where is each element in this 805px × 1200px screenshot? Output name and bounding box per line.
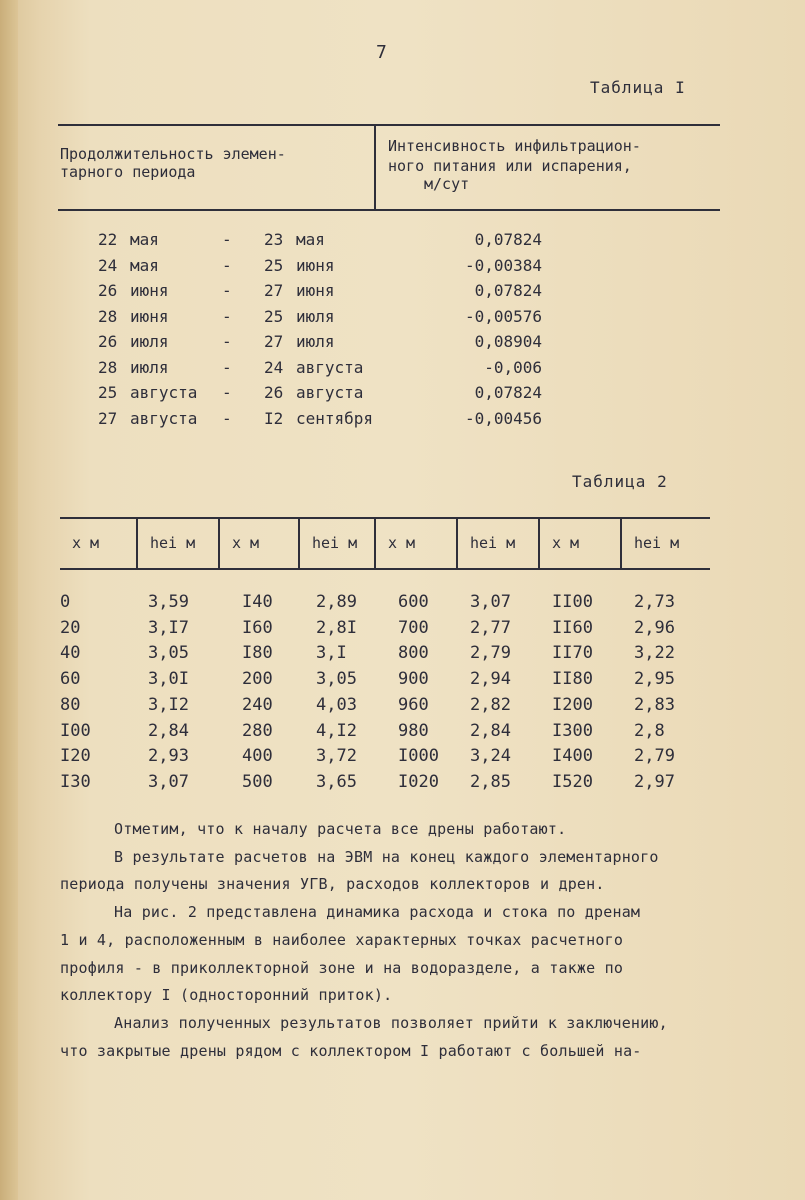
table1-end-day: 23 (264, 230, 284, 249)
table2-cell-hei: 2,79 (470, 643, 511, 664)
table2-cell-hei: 2,8 (634, 720, 665, 741)
table2-row (0, 695, 805, 721)
page-number: 7 (376, 42, 387, 63)
table2-cell-x: I30 (60, 771, 91, 792)
table2-cell-x: 40 (60, 643, 81, 664)
table2-header-hei: hei м (470, 534, 516, 552)
table1-start-day: 27 (98, 408, 118, 428)
table2-header-hei: hei м (150, 534, 196, 552)
table2-cell-hei: 2,84 (470, 720, 511, 741)
table2-cell-x: I40 (242, 592, 273, 612)
table1-start-month: июля (130, 357, 169, 377)
table2-cell-x: 600 (398, 592, 429, 612)
table1-row (0, 383, 805, 407)
table2-cell-hei: 2,85 (470, 771, 511, 792)
table1-start-month: июня (130, 306, 169, 326)
body-line-3: периода получены значения УГВ, расходов коллекторов и дрен. (60, 875, 605, 893)
table2-header-x: x м (388, 534, 416, 552)
table2-cell-hei: 2,8I (316, 617, 357, 638)
table2-cell-x: I00 (60, 720, 91, 741)
table1-intensity-value: 0,07824 (474, 230, 542, 249)
table2-header-x: x м (552, 534, 580, 552)
table2-cell-x: 900 (398, 669, 429, 690)
table1-end-day: 24 (264, 357, 284, 377)
table2-column-divider (298, 517, 300, 569)
table2-cell-hei: 3,24 (470, 746, 511, 767)
table1-end-day: 27 (264, 281, 284, 300)
table2-row (0, 746, 805, 772)
body-line-7: коллектору I (односторонний приток). (60, 986, 393, 1004)
table1-intensity-value: -0,00384 (464, 255, 542, 275)
table2-cell-hei: 2,95 (634, 669, 675, 690)
table2-cell-x: 700 (398, 617, 429, 638)
table2-header-rule (60, 568, 710, 570)
table2-cell-hei: 3,I7 (148, 617, 189, 638)
table2-cell-x: II80 (552, 669, 593, 690)
table1-start-day: 26 (98, 332, 118, 351)
table1-intensity-value: 0,07824 (474, 383, 542, 402)
table2-column-divider (374, 517, 376, 569)
table1-end-month: августа (296, 383, 364, 402)
body-line-2: В результате расчетов на ЭВМ на конец каждого элементарного (114, 848, 659, 866)
body-line-9: что закрытые дрены рядом с коллектором I работают с большей на- (60, 1042, 642, 1060)
table1-dash: - (222, 383, 232, 402)
table2-cell-x: I200 (552, 694, 593, 715)
table2-cell-x: I400 (552, 746, 593, 767)
table2-cell-hei: 4,I2 (316, 720, 357, 741)
table1-end-month: июня (296, 281, 335, 300)
table1-start-month: августа (130, 383, 198, 402)
table1-top-rule (58, 124, 720, 126)
table2-cell-x: I020 (398, 771, 439, 792)
table2-cell-x: II00 (552, 592, 593, 612)
table2-header-x: x м (72, 534, 100, 552)
table1-row (0, 256, 805, 280)
table1-start-day: 28 (98, 306, 118, 326)
table1-dash: - (222, 408, 232, 428)
table1-start-day: 26 (98, 281, 118, 300)
table1-start-day: 28 (98, 357, 118, 377)
table1-end-month: мая (296, 230, 325, 249)
table2-row (0, 772, 805, 798)
table2-cell-x: 240 (242, 694, 273, 715)
table1-row (0, 307, 805, 331)
table1-header-left-line2: тарного периода (60, 163, 196, 181)
table2-row (0, 643, 805, 669)
body-line-6: профиля - в приколлекторной зоне и на водоразделе, а также по (60, 959, 624, 977)
table1-dash: - (222, 306, 232, 326)
table2-column-divider (218, 517, 220, 569)
table2-cell-hei: 2,93 (148, 746, 189, 767)
table2-cell-hei: 2,73 (634, 592, 675, 612)
table1-end-day: 27 (264, 332, 284, 351)
table2-cell-x: 20 (60, 617, 81, 638)
table1-row (0, 281, 805, 305)
table2-cell-hei: 3,59 (148, 592, 189, 612)
table2-cell-x: 400 (242, 746, 273, 767)
body-line-1: Отметим, что к началу расчета все дрены работают. (114, 820, 567, 838)
table2-cell-x: I000 (398, 746, 439, 767)
table2-cell-x: 0 (60, 592, 71, 612)
table2-cell-hei: 3,72 (316, 746, 357, 767)
table1-end-day: I2 (264, 408, 284, 428)
table2-header-x: x м (232, 534, 260, 552)
table2-cell-hei: 3,0I (148, 669, 189, 690)
table1-intensity-value: -0,00456 (464, 408, 542, 428)
table2-cell-x: I520 (552, 771, 593, 792)
table2-row (0, 618, 805, 644)
table1-row (0, 332, 805, 356)
table2-header-hei: hei м (312, 534, 358, 552)
table1-column-divider (374, 124, 376, 210)
table2-header-hei: hei м (634, 534, 680, 552)
table1-row (0, 230, 805, 254)
table2-column-divider (620, 517, 622, 569)
table1-start-month: мая (130, 255, 159, 275)
table2-cell-x: I20 (60, 746, 91, 767)
table1-intensity-value: 0,07824 (474, 281, 542, 300)
table1-row (0, 409, 805, 433)
table2-cell-hei: 3,65 (316, 771, 357, 792)
table2-cell-x: I300 (552, 720, 593, 741)
table1-start-month: августа (130, 408, 198, 428)
table1-end-month: июля (296, 306, 335, 326)
table1-start-month: июля (130, 332, 169, 351)
table2-cell-hei: 2,83 (634, 694, 675, 715)
table2-cell-hei: 2,77 (470, 617, 511, 638)
table2-top-rule (60, 517, 710, 519)
table2-cell-hei: 4,03 (316, 694, 357, 715)
table2-cell-hei: 2,96 (634, 617, 675, 638)
table2-cell-hei: 2,79 (634, 746, 675, 767)
table2-row (0, 592, 805, 618)
table1-header-right-line1: Интенсивность инфильтрацион- (388, 137, 641, 155)
table2-cell-x: II60 (552, 617, 593, 638)
table2-row (0, 721, 805, 747)
table1-dash: - (222, 332, 232, 351)
table2-cell-x: II70 (552, 643, 593, 664)
table2-cell-x: 500 (242, 771, 273, 792)
table2-column-divider (538, 517, 540, 569)
table1-row (0, 358, 805, 382)
table1-end-day: 26 (264, 383, 284, 402)
table2-row (0, 669, 805, 695)
table2-cell-hei: 3,07 (470, 592, 511, 612)
table1-header-right-line2: ного питания или испарения, (388, 157, 632, 175)
table2-cell-x: 80 (60, 694, 81, 715)
table1-end-month: августа (296, 357, 364, 377)
table1-header-rule (58, 209, 720, 211)
table1-dash: - (222, 230, 232, 249)
table2-cell-x: 800 (398, 643, 429, 664)
table1-start-month: июня (130, 281, 169, 300)
table1-start-day: 24 (98, 255, 118, 275)
table2-cell-x: I80 (242, 643, 273, 664)
body-line-4: На рис. 2 представлена динамика расхода и стока по дренам (114, 903, 641, 921)
table2-column-divider (136, 517, 138, 569)
table1-header-left-line1: Продолжительность элемен- (60, 145, 286, 163)
table2-caption: Таблица 2 (572, 472, 668, 491)
table2-cell-hei: 2,82 (470, 694, 511, 715)
table1-intensity-value: 0,08904 (474, 332, 542, 351)
table1-start-month: мая (130, 230, 159, 249)
table1-end-day: 25 (264, 306, 284, 326)
table1-dash: - (222, 255, 232, 275)
table2-cell-x: 200 (242, 669, 273, 690)
table2-cell-hei: 2,89 (316, 592, 357, 612)
table2-cell-hei: 2,97 (634, 771, 675, 792)
table1-header-right-line3: м/сут (424, 175, 470, 193)
table2-cell-hei: 3,22 (634, 643, 675, 664)
table2-cell-hei: 3,07 (148, 771, 189, 792)
table1-end-month: сентября (296, 408, 374, 428)
table2-cell-hei: 2,94 (470, 669, 511, 690)
table1-end-month: июня (296, 255, 335, 275)
table1-dash: - (222, 281, 232, 300)
body-line-8: Анализ полученных результатов позволяет прийти к заключению, (114, 1014, 668, 1032)
body-line-5: 1 и 4, расположенным в наиболее характерных точках расчетного (60, 931, 624, 949)
table2-cell-hei: 3,I2 (148, 694, 189, 715)
table1-intensity-value: -0,006 (484, 357, 542, 377)
table2-cell-x: 980 (398, 720, 429, 741)
table2-cell-hei: 3,I (316, 643, 347, 664)
table2-cell-x: I60 (242, 617, 273, 638)
table2-cell-x: 960 (398, 694, 429, 715)
table2-cell-x: 280 (242, 720, 273, 741)
table1-end-month: июля (296, 332, 335, 351)
table2-cell-hei: 2,84 (148, 720, 189, 741)
table1-caption: Таблица I (590, 78, 686, 97)
table2-cell-x: 60 (60, 669, 81, 690)
table2-cell-hei: 3,05 (148, 643, 189, 664)
table1-end-day: 25 (264, 255, 284, 275)
table1-start-day: 25 (98, 383, 118, 402)
table2-column-divider (456, 517, 458, 569)
table2-cell-hei: 3,05 (316, 669, 357, 690)
table1-intensity-value: -0,00576 (464, 306, 542, 326)
table1-dash: - (222, 357, 232, 377)
table1-start-day: 22 (98, 230, 118, 249)
